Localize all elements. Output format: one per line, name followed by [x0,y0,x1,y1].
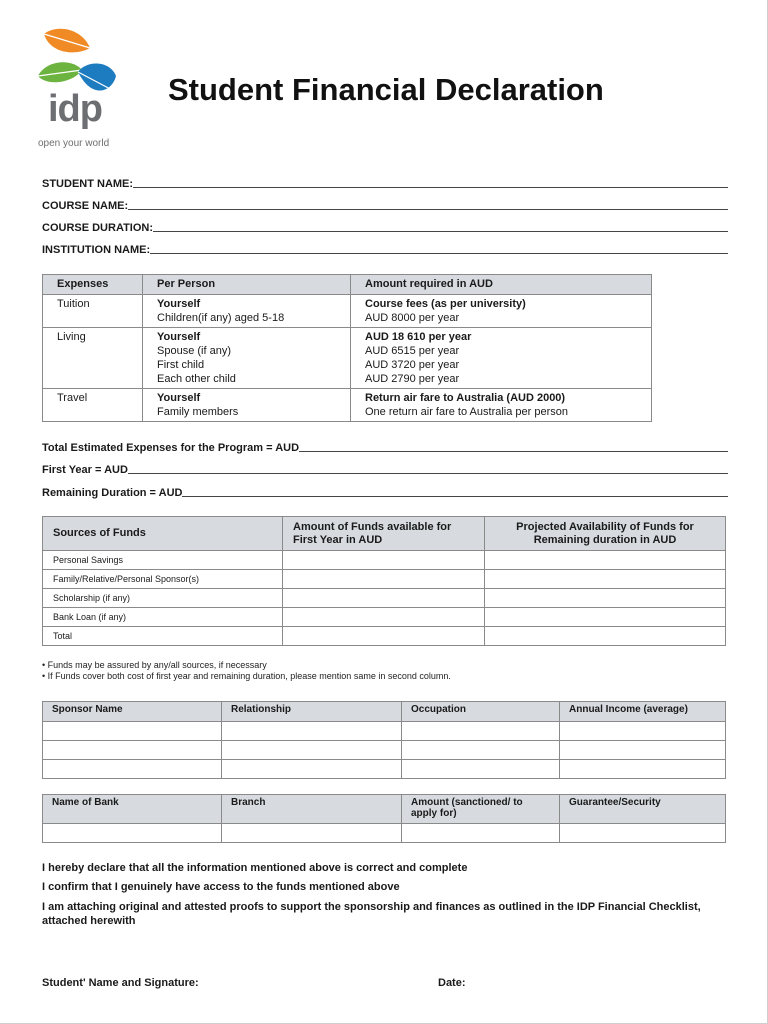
fund-source-label: Family/Relative/Personal Sponsor(s) [43,570,283,589]
idp-logo [36,26,136,152]
first-year-amount-cell[interactable] [283,570,485,589]
column-header: Sponsor Name [43,702,222,722]
declaration-statement: I am attaching original and attested proofs to support the sponsorship and finances as outlined in the IDP Financial Checklist, attached herewith [42,901,701,927]
field-label: Remaining Duration = AUD [42,487,183,499]
declaration-statement: I confirm that I genuinely have access to the funds mentioned above [42,881,400,893]
expense-category: Living [43,328,143,389]
table-row [43,589,726,608]
remaining-amount-cell[interactable] [485,589,726,608]
first-year-amount-cell[interactable] [283,608,485,627]
table-row [43,551,726,570]
remaining-amount-cell[interactable] [485,608,726,627]
table-row [43,608,726,627]
per-person-cell [143,389,351,422]
column-header: Relationship [222,702,402,722]
amount-item: AUD 2790 per year [365,373,460,385]
table-row [43,627,726,646]
annual-income-cell[interactable] [560,722,726,741]
fill-line[interactable] [299,451,728,452]
table-row [43,295,652,328]
amount-cell [351,295,652,328]
expense-category: Travel [43,389,143,422]
logo-wordmark: idp [48,88,102,130]
field-label: STUDENT NAME: [42,178,134,190]
table-header-row [43,275,652,295]
relationship-cell[interactable] [222,760,402,779]
branch-cell[interactable] [222,824,402,843]
per-person-cell [143,295,351,328]
table-row [43,389,652,422]
occupation-cell[interactable] [402,741,560,760]
funds-notes [42,660,451,682]
total-expenses-field[interactable] [42,438,728,454]
field-label: INSTITUTION NAME: [42,244,151,256]
per-person-item: Each other child [157,373,236,385]
occupation-cell[interactable] [402,760,560,779]
table-row [43,741,726,760]
amount-item: AUD 8000 per year [365,312,460,324]
column-header: Amount required in AUD [351,275,652,295]
sponsor-table [42,701,726,779]
fund-source-label: Total [43,627,283,646]
occupation-cell[interactable] [402,722,560,741]
amount-cell[interactable] [402,824,560,843]
remaining-amount-cell[interactable] [485,551,726,570]
amount-item: AUD 6515 per year [365,345,460,357]
column-header: Per Person [143,275,351,295]
per-person-item: Family members [157,406,239,418]
table-row [43,722,726,741]
declaration-statement: I hereby declare that all the information mentioned above is correct and complete [42,862,468,874]
note-item: • Funds may be assured by any/all sources, if necessary [42,660,267,670]
fund-source-label: Personal Savings [43,551,283,570]
column-header: Name of Bank [43,795,222,824]
table-row [43,760,726,779]
table-header-row [43,702,726,722]
table-header-row [43,517,726,551]
expense-category: Tuition [43,295,143,328]
sponsor-name-cell[interactable] [43,760,222,779]
amount-item: One return air fare to Australia per person [365,406,568,418]
bank-name-cell[interactable] [43,824,222,843]
bank-table [42,794,726,843]
per-person-item: Yourself [157,298,201,310]
first-year-field[interactable] [42,460,728,476]
course-name-field[interactable] [42,196,728,212]
institution-name-field[interactable] [42,240,728,256]
column-header: Annual Income (average) [560,702,726,722]
first-year-amount-cell[interactable] [283,551,485,570]
fund-source-label: Bank Loan (if any) [43,608,283,627]
table-row [43,824,726,843]
field-label: COURSE DURATION: [42,222,154,234]
column-header: Guarantee/Security [560,795,726,824]
column-header: Sources of Funds [43,517,283,551]
per-person-item: Children(if any) aged 5-18 [157,312,285,324]
fill-line[interactable] [128,209,728,210]
column-header: Occupation [402,702,560,722]
per-person-item: First child [157,359,205,371]
column-header: Projected Availability of Funds for Remaining duration in AUD [485,517,726,551]
first-year-amount-cell[interactable] [283,627,485,646]
column-header: Branch [222,795,402,824]
fill-line[interactable] [153,231,728,232]
fill-line[interactable] [150,253,728,254]
first-year-amount-cell[interactable] [283,589,485,608]
logo-tagline: open your world [38,138,110,149]
note-item: • If Funds cover both cost of first year and remaining duration, please mention same in second column. [42,671,451,681]
column-header: Expenses [43,275,143,295]
field-label: COURSE NAME: [42,200,129,212]
table-row [43,570,726,589]
amount-item: Course fees (as per university) [365,298,526,310]
course-duration-field[interactable] [42,218,728,234]
amount-item: AUD 3720 per year [365,359,460,371]
funds-table [42,516,726,646]
per-person-cell [143,328,351,389]
sponsor-name-cell[interactable] [43,722,222,741]
remaining-duration-field[interactable] [42,483,728,499]
amount-item: Return air fare to Australia (AUD 2000) [365,392,566,404]
column-header: Amount of Funds available for First Year in AUD [283,517,485,551]
relationship-cell[interactable] [222,722,402,741]
student-name-field[interactable] [42,174,728,190]
table-header-row [43,795,726,824]
annual-income-cell[interactable] [560,760,726,779]
fund-source-label: Scholarship (if any) [43,589,283,608]
field-label: Total Estimated Expenses for the Program = AUD [42,442,300,454]
amount-item: AUD 18 610 per year [365,331,472,343]
fill-line[interactable] [128,473,728,474]
guarantee-cell[interactable] [560,824,726,843]
amount-cell [351,328,652,389]
signature-label: Student' Name and Signature: [42,977,199,989]
per-person-item: Spouse (if any) [157,345,231,357]
amount-cell [351,389,652,422]
remaining-amount-cell[interactable] [485,570,726,589]
per-person-item: Yourself [157,331,201,343]
remaining-amount-cell[interactable] [485,627,726,646]
field-label: First Year = AUD [42,464,128,476]
annual-income-cell[interactable] [560,741,726,760]
expenses-table [42,274,652,422]
table-row [43,328,652,389]
sponsor-name-cell[interactable] [43,741,222,760]
column-header: Amount (sanctioned/ to apply for) [402,795,560,824]
relationship-cell[interactable] [222,741,402,760]
page-title: Student Financial Declaration [168,72,604,107]
fill-line[interactable] [133,187,728,188]
date-label: Date: [438,977,466,989]
fill-line[interactable] [182,496,728,497]
per-person-item: Yourself [157,392,201,404]
